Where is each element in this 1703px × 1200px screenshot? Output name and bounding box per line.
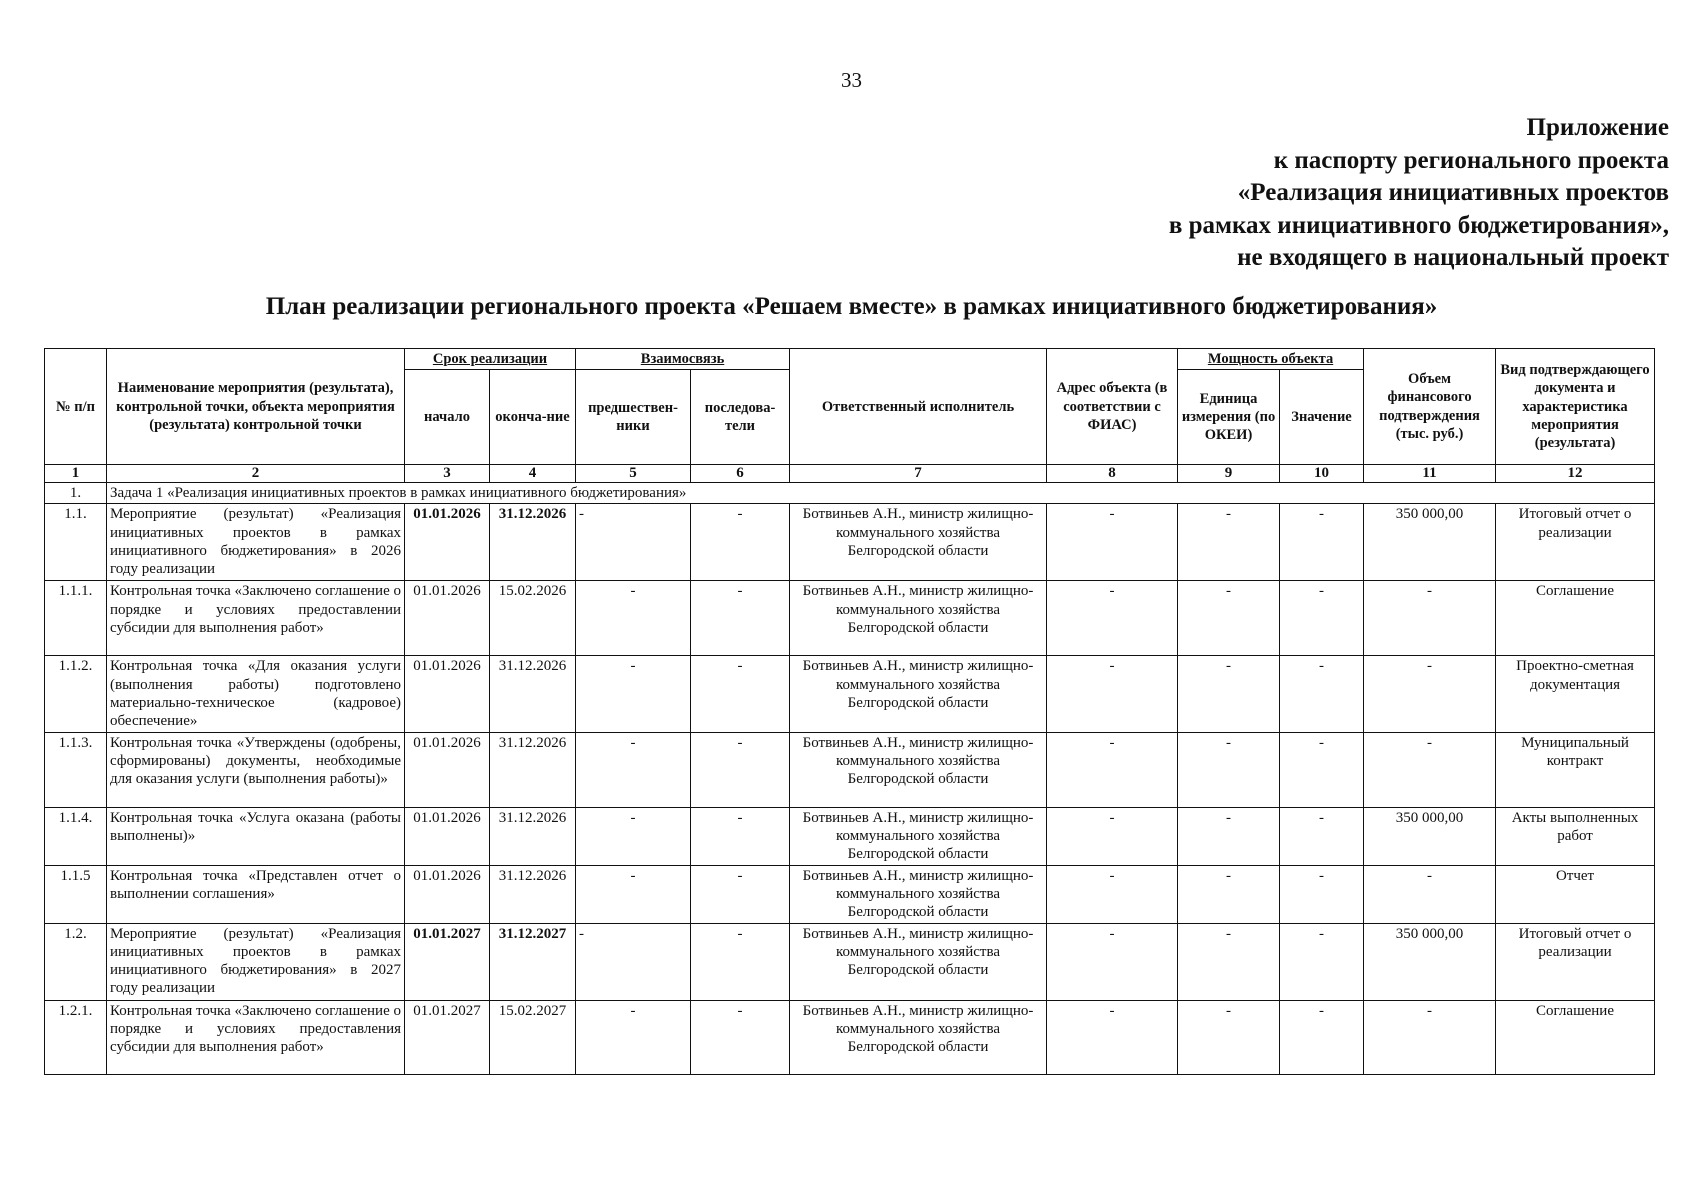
row-successors: - <box>691 504 790 581</box>
row-name: Контрольная точка «Заключено соглашение о порядке и условиях предоставления субсидии для выполнения работ» <box>107 1000 405 1074</box>
row-executor: Ботвиньев А.Н., министр жилищно-коммунального хозяйства Белгородской области <box>790 865 1047 923</box>
row-name: Контрольная точка «Представлен отчет о выполнении соглашения» <box>107 865 405 923</box>
row-num: 1.2. <box>45 923 107 1000</box>
appendix-line: к паспорту регионального проекта <box>1273 146 1669 174</box>
column-number: 11 <box>1364 465 1496 483</box>
row-executor: Ботвиньев А.Н., министр жилищно-коммунального хозяйства Белгородской области <box>790 807 1047 865</box>
header-executor: Ответственный исполнитель <box>790 349 1047 465</box>
row-successors: - <box>691 865 790 923</box>
row-value: - <box>1280 504 1364 581</box>
row-volume: 350 000,00 <box>1364 504 1496 581</box>
row-end: 31.12.2026 <box>490 504 576 581</box>
row-address: - <box>1047 581 1178 656</box>
appendix-line: в рамках инициативного бюджетирования», <box>1168 211 1669 239</box>
row-volume: - <box>1364 865 1496 923</box>
row-start: 01.01.2026 <box>405 807 490 865</box>
row-executor: Ботвиньев А.Н., министр жилищно-коммунального хозяйства Белгородской области <box>790 732 1047 807</box>
appendix-line: не входящего в национальный проект <box>1237 244 1669 271</box>
table-row <box>45 656 1655 732</box>
table-row <box>45 865 1655 923</box>
row-volume: - <box>1364 581 1496 656</box>
row-value: - <box>1280 923 1364 1000</box>
header-predecessors: предшествен-ники <box>576 370 691 465</box>
row-successors: - <box>691 807 790 865</box>
task-num: 1. <box>45 483 107 504</box>
row-address: - <box>1047 656 1178 732</box>
row-start: 01.01.2027 <box>405 923 490 1000</box>
table-row <box>45 807 1655 865</box>
row-successors: - <box>691 1000 790 1074</box>
table-row <box>45 581 1655 656</box>
row-doc: Отчет <box>1496 865 1655 923</box>
row-executor: Ботвиньев А.Н., министр жилищно-коммунального хозяйства Белгородской области <box>790 504 1047 581</box>
header-name: Наименование мероприятия (результата), контрольной точки, объекта мероприятия (результата) контрольной точки <box>107 349 405 465</box>
page-number: 33 <box>841 68 862 92</box>
header-link-group: Взаимосвязь <box>576 349 790 370</box>
row-volume: - <box>1364 1000 1496 1074</box>
row-value: - <box>1280 1000 1364 1074</box>
row-unit: - <box>1178 865 1280 923</box>
row-unit: - <box>1178 581 1280 656</box>
row-predecessors: - <box>576 865 691 923</box>
row-doc: Проектно-сметная документация <box>1496 656 1655 732</box>
column-number: 8 <box>1047 465 1178 483</box>
column-number: 5 <box>576 465 691 483</box>
row-num: 1.1.5 <box>45 865 107 923</box>
row-start: 01.01.2027 <box>405 1000 490 1074</box>
column-number: 3 <box>405 465 490 483</box>
row-unit: - <box>1178 807 1280 865</box>
row-end: 31.12.2026 <box>490 807 576 865</box>
row-start: 01.01.2026 <box>405 732 490 807</box>
row-start: 01.01.2026 <box>405 656 490 732</box>
row-end: 31.12.2027 <box>490 923 576 1000</box>
column-number: 12 <box>1496 465 1655 483</box>
row-address: - <box>1047 807 1178 865</box>
plan-table <box>44 348 1655 1075</box>
row-unit: - <box>1178 732 1280 807</box>
header-start: начало <box>405 370 490 465</box>
row-predecessors: - <box>576 807 691 865</box>
row-volume: 350 000,00 <box>1364 807 1496 865</box>
header-end: оконча-ние <box>490 370 576 465</box>
row-executor: Ботвиньев А.Н., министр жилищно-коммунального хозяйства Белгородской области <box>790 656 1047 732</box>
header-num: № п/п <box>45 349 107 465</box>
row-address: - <box>1047 732 1178 807</box>
row-name: Контрольная точка «Услуга оказана (работы выполнены)» <box>107 807 405 865</box>
header-volume: Объем финансового подтверждения (тыс. руб.) <box>1364 349 1496 465</box>
row-unit: - <box>1178 1000 1280 1074</box>
row-num: 1.1. <box>45 504 107 581</box>
task-text: Задача 1 «Реализация инициативных проектов в рамках инициативного бюджетирования» <box>107 483 1655 504</box>
row-predecessors: - <box>576 732 691 807</box>
header-unit: Единица измерения (по ОКЕИ) <box>1178 370 1280 465</box>
row-name: Контрольная точка «Заключено соглашение о порядке и условиях предоставлении субсидии для выполнения работ» <box>107 581 405 656</box>
row-end: 31.12.2026 <box>490 865 576 923</box>
row-start: 01.01.2026 <box>405 865 490 923</box>
row-start: 01.01.2026 <box>405 581 490 656</box>
header-successors: последова-тели <box>691 370 790 465</box>
appendix-line: Приложение <box>1526 114 1669 141</box>
row-executor: Ботвиньев А.Н., министр жилищно-коммунального хозяйства Белгородской области <box>790 923 1047 1000</box>
row-volume: - <box>1364 656 1496 732</box>
row-value: - <box>1280 581 1364 656</box>
row-value: - <box>1280 807 1364 865</box>
row-unit: - <box>1178 504 1280 581</box>
row-volume: - <box>1364 732 1496 807</box>
column-number: 10 <box>1280 465 1364 483</box>
header-capacity-group: Мощность объекта <box>1178 349 1364 370</box>
row-name: Мероприятие (результат) «Реализация инициативных проектов в рамках инициативного бюджетирования» в 2027 году реализации <box>107 923 405 1000</box>
task-row <box>45 483 1655 504</box>
row-value: - <box>1280 865 1364 923</box>
appendix-line: «Реализация инициативных проектов <box>1237 179 1669 206</box>
column-number: 7 <box>790 465 1047 483</box>
header-value: Значение <box>1280 370 1364 465</box>
row-predecessors: - <box>576 923 691 1000</box>
table-row <box>45 923 1655 1000</box>
table-row <box>45 504 1655 581</box>
row-name: Контрольная точка «Для оказания услуги (выполнения работы) подготовлено материально-техническое (кадровое) обеспечение» <box>107 656 405 732</box>
table-row <box>45 732 1655 807</box>
row-end: 31.12.2026 <box>490 732 576 807</box>
row-predecessors: - <box>576 1000 691 1074</box>
header-address: Адрес объекта (в соответствии с ФИАС) <box>1047 349 1178 465</box>
row-doc: Муниципальный контракт <box>1496 732 1655 807</box>
row-successors: - <box>691 732 790 807</box>
row-name: Контрольная точка «Утверждены (одобрены, сформированы) документы, необходимые для оказания услуги (выполнения работы)» <box>107 732 405 807</box>
row-doc: Соглашение <box>1496 1000 1655 1074</box>
row-doc: Итоговый отчет о реализации <box>1496 504 1655 581</box>
row-executor: Ботвиньев А.Н., министр жилищно-коммунального хозяйства Белгородской области <box>790 1000 1047 1074</box>
row-successors: - <box>691 656 790 732</box>
row-start: 01.01.2026 <box>405 504 490 581</box>
plan-title: План реализации регионального проекта «Решаем вместе» в рамках инициативного бюджетирования» <box>265 293 1438 320</box>
column-number: 1 <box>45 465 107 483</box>
row-num: 1.1.2. <box>45 656 107 732</box>
row-executor: Ботвиньев А.Н., министр жилищно-коммунального хозяйства Белгородской области <box>790 581 1047 656</box>
row-address: - <box>1047 923 1178 1000</box>
row-end: 31.12.2026 <box>490 656 576 732</box>
column-number: 2 <box>107 465 405 483</box>
row-doc: Соглашение <box>1496 581 1655 656</box>
row-num: 1.2.1. <box>45 1000 107 1074</box>
row-value: - <box>1280 656 1364 732</box>
table-row <box>45 1000 1655 1074</box>
row-predecessors: - <box>576 656 691 732</box>
column-number: 9 <box>1178 465 1280 483</box>
header-term-group: Срок реализации <box>405 349 576 370</box>
row-end: 15.02.2027 <box>490 1000 576 1074</box>
row-unit: - <box>1178 923 1280 1000</box>
row-doc: Итоговый отчет о реализации <box>1496 923 1655 1000</box>
row-num: 1.1.4. <box>45 807 107 865</box>
row-doc: Акты выполненных работ <box>1496 807 1655 865</box>
row-address: - <box>1047 1000 1178 1074</box>
row-predecessors: - <box>576 581 691 656</box>
column-number: 4 <box>490 465 576 483</box>
appendix-heading <box>909 112 1669 275</box>
header-doc-type: Вид подтверждающего документа и характеристика мероприятия (результата) <box>1496 349 1655 465</box>
row-address: - <box>1047 865 1178 923</box>
row-address: - <box>1047 504 1178 581</box>
row-end: 15.02.2026 <box>490 581 576 656</box>
row-value: - <box>1280 732 1364 807</box>
row-successors: - <box>691 923 790 1000</box>
row-successors: - <box>691 581 790 656</box>
row-num: 1.1.1. <box>45 581 107 656</box>
row-unit: - <box>1178 656 1280 732</box>
row-predecessors: - <box>576 504 691 581</box>
row-num: 1.1.3. <box>45 732 107 807</box>
column-number: 6 <box>691 465 790 483</box>
row-name: Мероприятие (результат) «Реализация инициативных проектов в рамках инициативного бюджетирования» в 2026 году реализации <box>107 504 405 581</box>
row-volume: 350 000,00 <box>1364 923 1496 1000</box>
